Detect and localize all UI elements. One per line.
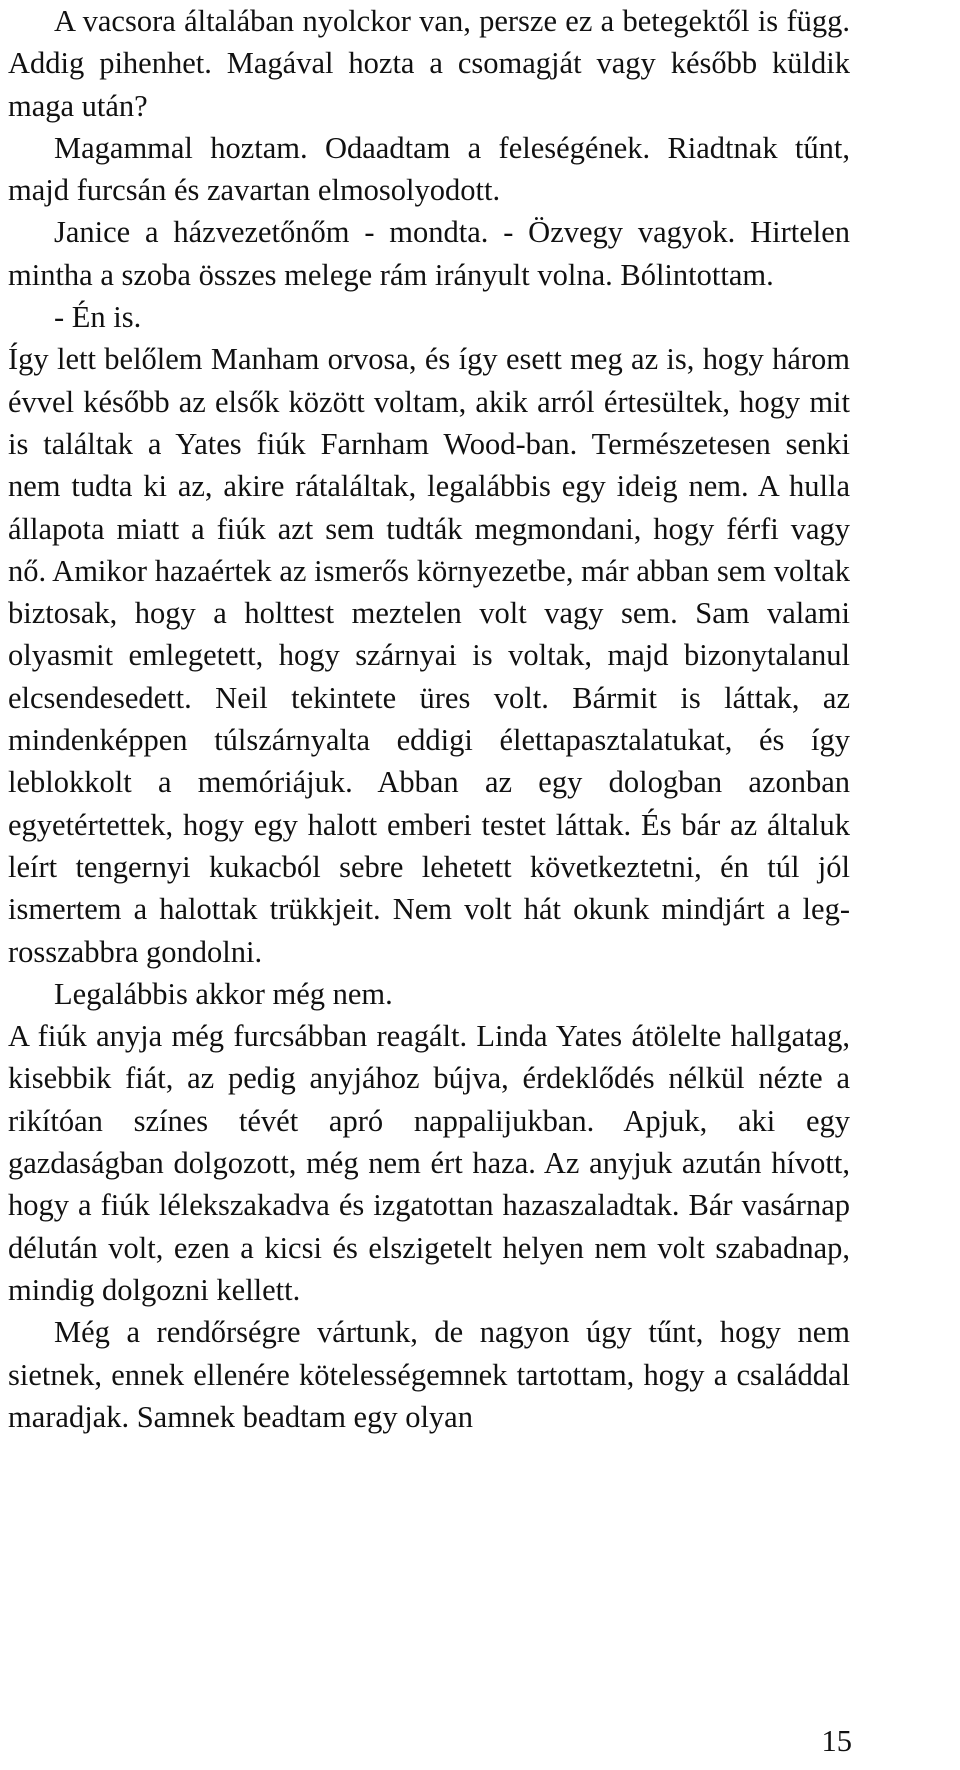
paragraph: Így lett belőlem Manham orvosa, és így esett meg az is, hogy három évvel később az elsők között voltam, akik arról értesültek, hogy mit is találtak a Yates fiúk Farnham Wood-ban. Természetesen senki nem tudta ki az, akire rátaláltak, legalábbis egy ideig nem. A hulla állapota miatt a fiúk azt sem tudták megmondani, hogy férfi vagy nő. Amikor hazaértek az ismerős környezetbe, már abban sem voltak biztosak, hogy a holttest meztelen volt vagy sem. Sam valami olyasmit emlegetett, hogy szárnyai is voltak, majd bizonytalanul elcsendesedett. Neil tekintete üres volt. Bármit is láttak, az mindenképpen túlszárnyalta eddigi élettapasztalatukat, és így leblokkolt a memóriájuk. Abban az egy dologban azonban egyetértettek, hogy egy halott emberi testet láttak. És bár az általuk leírt tengernyi kukacból sebre lehetett következtetni, én túl jól ismertem a halottak trükkjeit. Nem volt hát okunk mindjárt a legrosszabbra gondolni. xyxy=(8,342,850,969)
paragraph: A fiúk anyja még furcsábban reagált. Linda Yates átölelte hallgatag, kisebbik fiát, az pedig anyjához bújva, érdeklődés nélkül nézte a rikítóan színes tévét apró nappalijukban. Apjuk, aki egy gazdaságban dolgozott, még nem ért haza. Az anyjuk azután hívott, hogy a fiúk lélekszakadva és izgatottan hazaszaladtak. Bár vasárnap délután volt, ezen a kicsi és elszigetelt helyen nem volt szabadnap, mindig dolgozni kellett. xyxy=(8,1019,850,1307)
page-number: 15 xyxy=(821,1724,852,1758)
paragraph: Legalábbis akkor még nem. xyxy=(54,976,393,1011)
paragraph: - Én is. xyxy=(54,300,142,335)
document-page xyxy=(8,0,850,1438)
paragraph: Még a rendőrségre vártunk, de nagyon úgy tűnt, hogy nem sietnek, ennek ellenére kötelességemnek tartottam, hogy a családdal maradjak. Samnek beadtam egy olyan xyxy=(8,1315,850,1434)
paragraph: A vacsora általában nyolckor van, persze ez a betegektől is függ. Addig pihenhet. Magával hozta a csomagját vagy később küldik maga után? xyxy=(8,4,850,123)
paragraph: Janice a házvezetőnőm - mondta. - Özvegy vagyok. Hirtelen mintha a szoba összes melege rám irányult volna. Bólintottam. xyxy=(8,215,850,292)
paragraph: Magammal hoztam. Odaadtam a feleségének. Riadtnak tűnt, majd furcsán és zavartan elmosolyodott. xyxy=(8,130,850,208)
